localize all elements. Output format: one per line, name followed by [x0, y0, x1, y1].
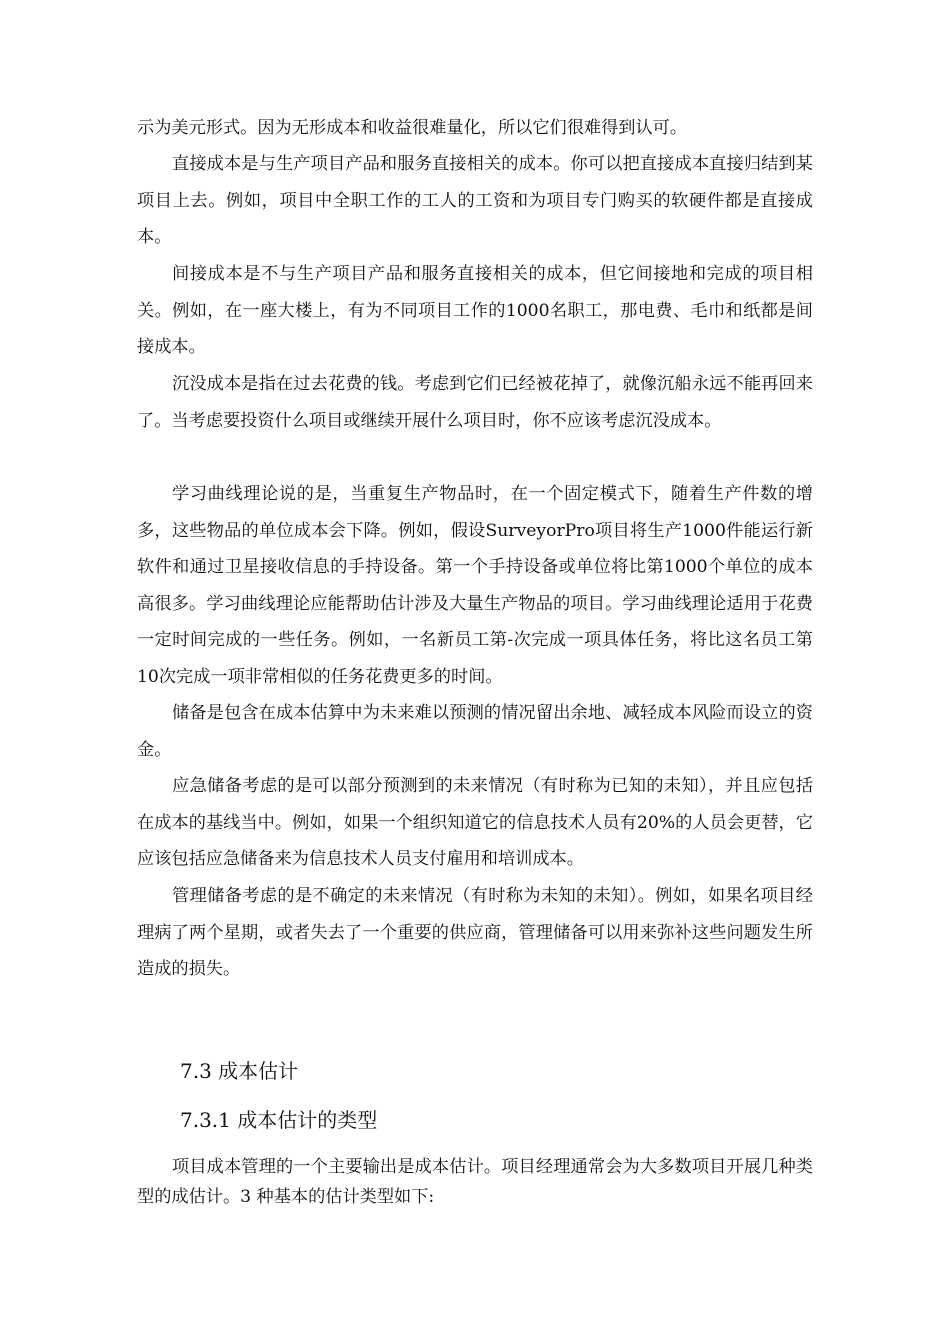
paragraph-contingency-reserves: 应急储备考虑的是可以部分预测到的未来情况（有时称为已知的未知），并且应包括在成本的基线当中。例如，如果一个组织知道它的信息技术人员有20%的人员会更替，它应该包括应急储备来为信息技术人员支付雇用和培训成本。 [137, 776, 813, 869]
section-heading: 7.3 成本估计 [180, 1059, 299, 1083]
paragraph-sunk-cost: 沉没成本是指在过去花费的钱。考虑到它们已经被花掉了，就像沉船永远不能再回来了。当考虑要投资什么项目或继续开展什么项目时，你不应该考虑沉没成本。 [137, 374, 813, 431]
paragraph-management-reserves: 管理储备考虑的是不确定的未来情况（有时称为未知的未知）。例如，如果名项目经理病了两个星期，或者失去了一个重要的供应商，管理储备可以用来弥补这些问题发生所造成的损失。 [137, 886, 813, 979]
paragraph-cost-estimate-types: 项目成本管理的一个主要输出是成本估计。项目经理通常会为大多数项目开展几种类型的成估计。3 种基本的估计类型如下: [137, 1157, 813, 1207]
subsection-heading: 7.3.1 成本估计的类型 [180, 1108, 378, 1132]
paragraph-intangible-cost-end: 示为美元形式。因为无形成本和收益很难量化，所以它们很难得到认可。 [137, 118, 688, 138]
paragraph-direct-cost: 直接成本是与生产项目产品和服务直接相关的成本。你可以把直接成本直接归结到某项目上去。例如，项目中全职工作的工人的工资和为项目专门购买的软硬件都是直接成本。 [137, 154, 813, 247]
paragraph-learning-curve: 学习曲线理论说的是，当重复生产物品时，在一个固定模式下，随着生产件数的增多，这些物品的单位成本会下降。例如，假设SurveyorPro项目将生产1000件能运行新软件和通过卫星接收信息的手持设备。第一个手持设备或单位将比第1000个单位的成本高很多。学习曲线理论应能帮助估计涉及大量生产物品的项目。学习曲线理论适用于花费一定时间完成的一些任务。例如，一名新员工第-次完成一项具体任务，将比这名员工第10次完成一项非常相似的任务花费更多的时间。 [137, 484, 813, 687]
paragraph-reserves: 储备是包含在成本估算中为未来难以预测的情况留出余地、减轻成本风险而设立的资金。 [137, 703, 813, 760]
paragraph-indirect-cost: 间接成本是不与生产项目产品和服务直接相关的成本，但它间接地和完成的项目相关。例如，在一座大楼上，有为不同项目工作的1000名职工，那电费、毛巾和纸都是间接成本。 [137, 264, 813, 357]
